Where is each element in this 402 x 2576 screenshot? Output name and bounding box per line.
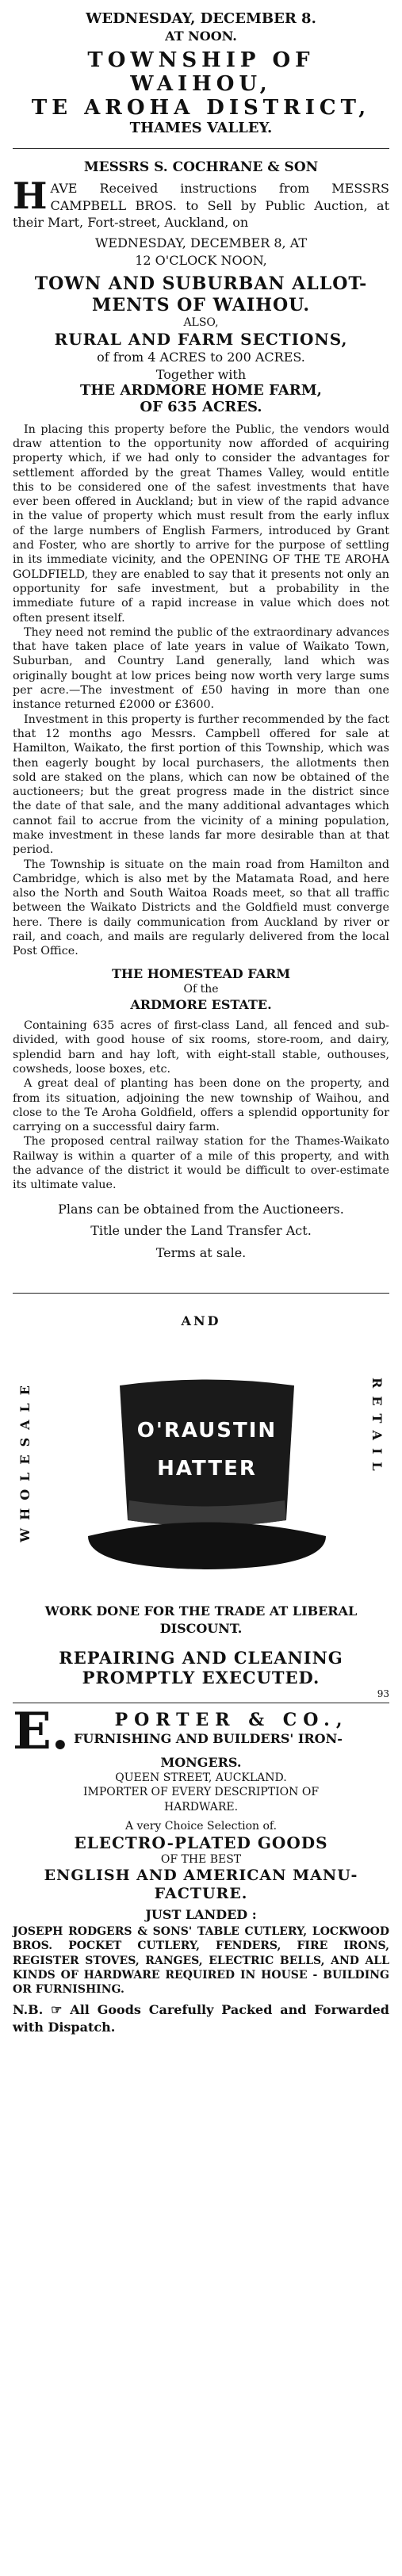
acreage: of from 4 ACRES to 200 ACRES.: [97, 350, 305, 365]
porter-goods-list: JOSEPH RODGERS & SONS' TABLE CUTLERY, LOCKWOOD BROS. POCKET CUTLERY, FENDERS, FIRE IRONS, REGISTER STOVES, RANGES, ELECTRIC BELLS, AND ALL KINDS OF HARDWARE REQUIRED IN HOUSE - BUILDING OR FURNISHING.: [13, 1925, 389, 1997]
sale-date: WEDNESDAY, DECEMBER 8, AT: [94, 235, 308, 250]
body-paragraph-4: The Township is situate on the main road from Hamilton and Cambridge, which is also met by the Matamata Road, and here also the North and South Waitoa Roads meet, so that all traffic between the Waikato Districts and the Goldfield must converge here. There is daily communication from Auckland by river or rail, and coach, and mails are regularly delivered from the local Post Office.: [13, 858, 389, 958]
valley-heading: THAMES VALLEY.: [129, 119, 273, 136]
body-paragraph-6: A great deal of planting has been done on the property, and from its situation, adjoining the new township of Waihou, and close to the Te Aroha Goldfield, offers a splendid opportunity for carrying on a successful dairy farm.: [13, 1077, 389, 1134]
divider: [13, 148, 389, 149]
porter-hardware: HARDWARE.: [163, 1800, 239, 1814]
porter-nb: N.B. ☞ All Goods Carefully Packed and Forwarded with Dispatch.: [13, 2002, 389, 2035]
trade-discount-line-1: WORK DONE FOR THE TRADE AT LIBERAL: [44, 1603, 358, 1619]
porter-choice: A very Choice Selection of.: [124, 1819, 278, 1833]
body-paragraph-7: The proposed central railway station for the Thames-Waikato Railway is within a quarter of a mile of this property, and with the advance of the district it would be difficult to over-estimate its ultimate value.: [13, 1135, 389, 1192]
divider: [13, 1293, 389, 1294]
top-hat-icon: [88, 1370, 326, 1576]
lots-title-1: TOWN AND SUBURBAN ALLOT-: [34, 273, 368, 295]
farm-acreage: OF 635 ACRES.: [140, 399, 262, 415]
ardmore-estate-heading: ARDMORE ESTATE.: [130, 997, 272, 1013]
retail-vertical: RETAIL: [369, 1377, 385, 1479]
dateline: WEDNESDAY, DECEMBER 8.: [86, 10, 316, 27]
drop-cap: H: [13, 174, 48, 218]
promptly-line: PROMPTLY EXECUTED.: [82, 1668, 320, 1688]
ad-number: 93: [377, 1687, 389, 1699]
district-heading: TE AROHA DISTRICT,: [31, 96, 371, 120]
together-with: Together with: [155, 366, 247, 382]
auctioneer-firm: MESSRS S. COCHRANE & SON: [83, 159, 319, 175]
porter-address: QUEEN STREET, AUCKLAND.: [115, 1771, 287, 1785]
porter-advert: [13, 1701, 389, 2036]
porter-electro: ELECTRO-PLATED GOODS: [74, 1833, 328, 1852]
title-note: Title under the Land Transfer Act.: [90, 1223, 312, 1239]
body-paragraph-2: They need not remind the public of the extraordinary advances that have taken place of late years in value of Waikato Town, Suburban, and Country Land generally, land which was originally bought at low prices being now worth very large sums per acre.—The investment of £50 having in more than one instance returned £2000 or £3600.: [13, 625, 389, 712]
trade-discount-line-2: DISCOUNT.: [159, 1620, 243, 1636]
instructions-paragraph: [13, 174, 389, 231]
rural-sections: RURAL AND FARM SECTIONS,: [54, 330, 348, 350]
body-paragraph-5: Containing 635 acres of first-class Land, all fenced and sub-divided, with good house of six rooms, store-room, and dairy, splendid barn and hay loft, with eight-stall stable, outhouses, cowsheds, loose boxes, etc.: [13, 1019, 389, 1076]
plans-note: Plans can be obtained from the Auctioneers.: [58, 1201, 344, 1217]
hat-trade-line: HATTER: [157, 1456, 257, 1481]
porter-importer: IMPORTER OF EVERY DESCRIPTION OF: [82, 1786, 320, 1799]
township-heading: TOWNSHIP OF WAIHOU,: [87, 48, 315, 97]
porter-just-landed: JUST LANDED :: [145, 1906, 257, 1922]
also-label: ALSO,: [183, 315, 219, 329]
body-paragraph-3: Investment in this property is further recommended by the fact that 12 months ago Messrs. Campbell offered for sale at Hamilton, Waikato, the first portion of this Township, which was then eagerly bought by local purchasers, the allotments then sold are staked on the plans, which can now be obtained of the auctioneers; but the great progress made in the district since the date of that sale, and the many additional advantages which cannot fail to accrue from the vicinity of a mining population, make investment in these lands far more desirable than at that period.: [13, 713, 390, 857]
body-paragraph-1: In placing this property before the Public, the vendors would draw attention to the opportunity now afforded of acquiring property which, if we had only to consider the advantages for settlement afforded by the great Thames Valley, would entitle this to be considered one of the safest investments that have ever been offered in Auckland; but in view of the rapid advance in the value of property which must result from the early influx of the large numbers of English Farmers, introduced by Grant and Foster, who are shortly to arrive for the purpose of settling in its immediate vicinity, and the OPENING OF THE TE AROHA GOLDFIELD, they are enabled to say that it presents not only an opportunity for safe investment, but a probability in the immediate future of a rapid increase in value which does not often present itself.: [13, 422, 389, 625]
instructions-text: AVE Received instructions from MESSRS CAMPBELL BROS. to Sell by Public Auction, at their Mart, Fort-street, Auckland, on: [13, 181, 389, 231]
homestead-heading: THE HOMESTEAD FARM: [111, 965, 291, 981]
porter-trade-2: MONGERS.: [160, 1754, 242, 1770]
porter-facture: FACTURE.: [154, 1884, 248, 1902]
terms-note: Terms at sale.: [155, 1244, 247, 1260]
porter-name: PORTER & CO.,: [114, 1709, 349, 1730]
hatter-advert: [13, 1346, 389, 1599]
hat-name-line: O'RAUSTIN: [136, 1418, 278, 1443]
porter-eng-am: ENGLISH AND AMERICAN MANU-: [44, 1867, 358, 1885]
and-label: AND: [181, 1313, 221, 1329]
repairing-line: REPAIRING AND CLEANING: [59, 1648, 343, 1668]
at-noon: AT NOON.: [165, 28, 237, 44]
porter-of-best: OF THE BEST: [160, 1852, 242, 1866]
ardmore-farm: THE ARDMORE HOME FARM,: [80, 382, 322, 399]
sale-time: 12 O'CLOCK NOON,: [135, 252, 267, 268]
wholesale-vertical: WHOLESALE: [17, 1377, 33, 1542]
of-the: Of the: [183, 983, 219, 996]
porter-initial: E.: [13, 1701, 70, 1761]
lots-title-2: MENTS OF WAIHOU.: [91, 294, 311, 315]
porter-trade-1: FURNISHING AND BUILDERS' IRON-: [74, 1730, 343, 1746]
